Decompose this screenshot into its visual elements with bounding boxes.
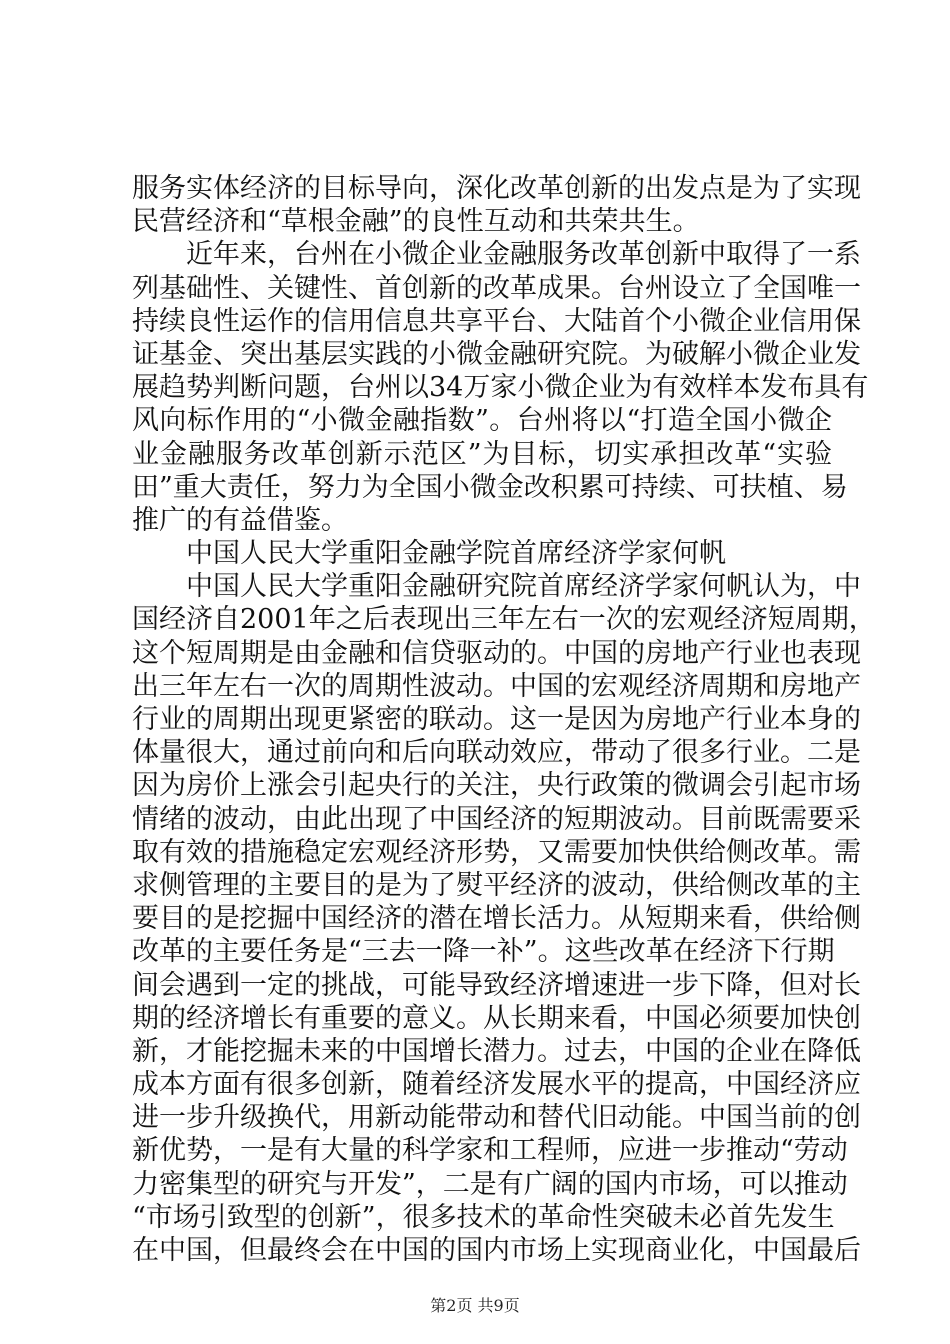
text-line: 间会遇到一定的挑战，可能导致经济增速进一步下降，但对长	[132, 969, 861, 1001]
text-line: 取有效的措施稳定宏观经济形势，又需要加快供给侧改革。需	[132, 836, 861, 868]
text-line: 展趋势判断问题，台州以34万家小微企业为有效样本发布具有	[132, 372, 869, 404]
text-line: “市场引致型的创新”，很多技术的革命性突破未必首先发生	[132, 1201, 835, 1233]
text-line: 新优势，一是有大量的科学家和工程师，应进一步推动“劳动	[132, 1135, 848, 1167]
text-line: 求侧管理的主要目的是为了熨平经济的波动，供给侧改革的主	[132, 869, 861, 901]
text-line: 持续良性运作的信用信息共享平台、大陆首个小微企业信用保	[132, 305, 861, 337]
text-line: 行业的周期出现更紧密的联动。这一是因为房地产行业本身的	[132, 704, 861, 735]
text-line: 改革的主要任务是“三去一降一补”。这些改革在经济下行期	[132, 936, 835, 968]
section-heading: 中国人民大学重阳金融学院首席经济学家何帆	[186, 538, 726, 570]
text-line: 力密集型的研究与开发”，二是有广阔的国内市场，可以推动	[132, 1168, 848, 1200]
text-line: 成本方面有很多创新，随着经济发展水平的提高，中国经济应	[132, 1069, 861, 1101]
text-line: 体量很大，通过前向和后向联动效应，带动了很多行业。二是	[132, 737, 861, 769]
text-line: 风向标作用的“小微金融指数”。台州将以“打造全国小微企	[132, 405, 832, 437]
text-line: 国经济自2001年之后表现出三年左右一次的宏观经济短周期，	[132, 604, 876, 636]
text-line: 在中国，但最终会在中国的国内市场上实现商业化，中国最后	[132, 1235, 861, 1266]
text-line: 列基础性、关键性、首创新的改革成果。台州设立了全国唯一	[132, 272, 861, 304]
text-line: 情绪的波动，由此出现了中国经济的短期波动。目前既需要采	[132, 803, 861, 835]
text-line: 民营经济和“草根金融”的良性互动和共荣共生。	[132, 206, 700, 238]
text-line: 出三年左右一次的周期性波动。中国的宏观经济周期和房地产	[132, 670, 861, 702]
text-line: 证基金、突出基层实践的小微金融研究院。为破解小微企业发	[132, 338, 861, 370]
page-number-footer: 第2页 共9页	[430, 1296, 520, 1315]
text-line: 新，才能挖掘未来的中国增长潜力。过去，中国的企业在降低	[132, 1035, 861, 1067]
paragraph-first-line: 近年来，台州在小微企业金融服务改革创新中取得了一系	[186, 239, 861, 271]
text-line: 田”重大责任，努力为全国小微金改积累可持续、可扶植、易	[132, 471, 848, 503]
text-line: 进一步升级换代，用新动能带动和替代旧动能。中国当前的创	[132, 1102, 861, 1134]
text-line: 期的经济增长有重要的意义。从长期来看，中国必须要加快创	[132, 1002, 861, 1034]
body-text	[132, 172, 876, 1267]
text-line: 因为房价上涨会引起央行的关注，央行政策的微调会引起市场	[132, 770, 861, 802]
text-line: 服务实体经济的目标导向，深化改革创新的出发点是为了实现	[132, 173, 861, 204]
text-line: 这个短周期是由金融和信贷驱动的。中国的房地产行业也表现	[132, 637, 861, 669]
text-line: 业金融服务改革创新示范区”为目标，切实承担改革“实验	[132, 438, 832, 470]
text-line: 推广的有益借鉴。	[132, 504, 348, 536]
paragraph-first-line: 中国人民大学重阳金融研究院首席经济学家何帆认为，中	[186, 571, 861, 603]
text-line: 要目的是挖掘中国经济的潜在增长活力。从短期来看，供给侧	[132, 903, 861, 935]
